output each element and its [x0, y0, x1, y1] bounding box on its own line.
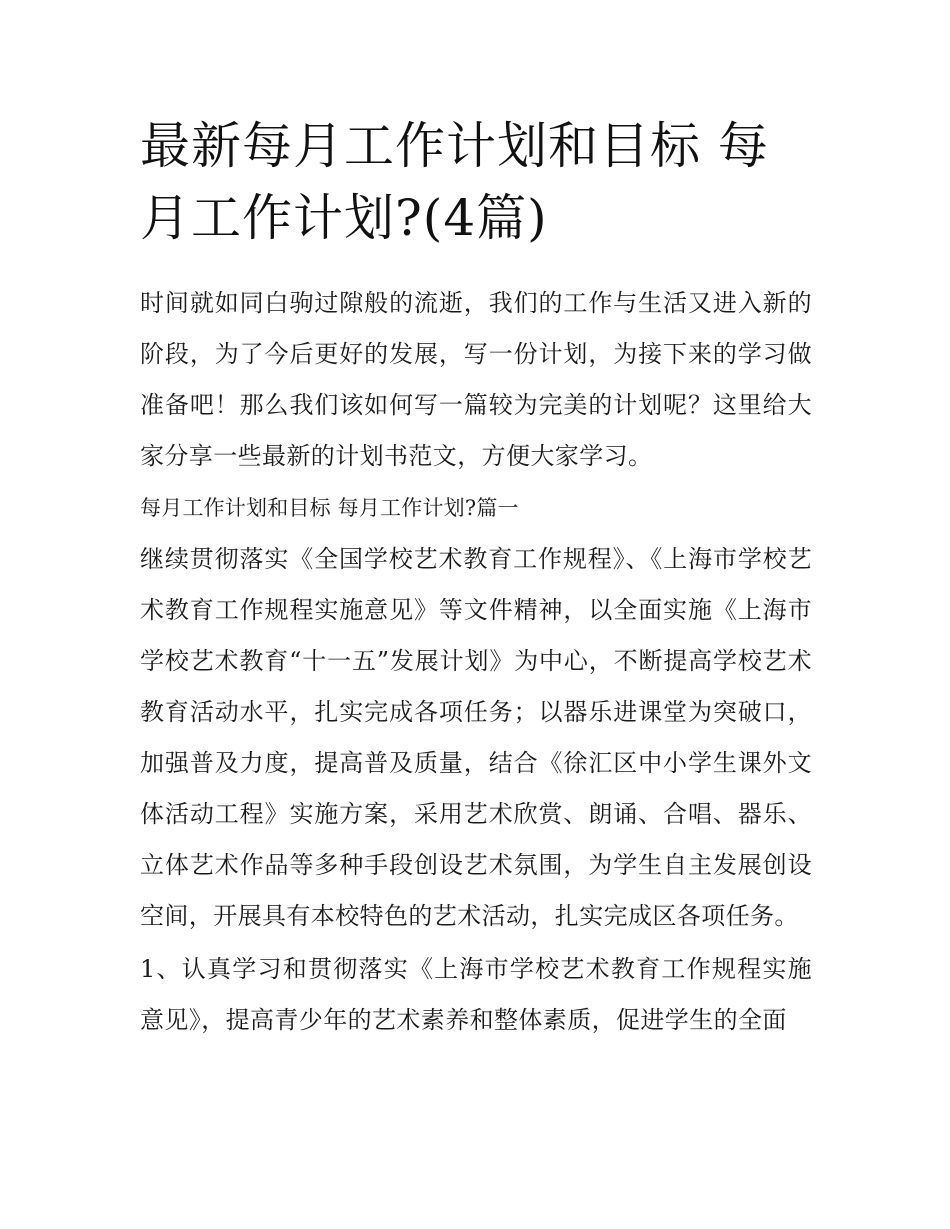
body-paragraph: 继续贯彻落实《全国学校艺术教育工作规程》、《上海市学校艺术教育工作规程实施意见》等文件精神，以全面实施《上海市学校艺术教育“十一五”发展计划》为中心，不断提高学校艺术教育活动水平，扎实完成各项任务；以器乐进课堂为突破口，加强普及力度，提高普及质量，结合《徐汇区中小学生课外文体活动工程》实施方案，采用艺术欣赏、朗诵、合唱、器乐、立体艺术作品等多种手段创设艺术氛围，为学生自主发展创设空间，开展具有本校特色的艺术活动，扎实完成区各项任务。 — [140, 545, 812, 930]
document-content — [140, 110, 812, 1046]
intro-paragraph: 时间就如同白驹过隙般的流逝，我们的工作与生活又进入新的阶段，为了今后更好的发展，写一份计划，为接下来的学习做准备吧！那么我们该如何写一篇较为完美的计划呢？这里给大家分享一些最新的计划书范文，方便大家学习。 — [140, 289, 812, 470]
document-title: 最新每月工作计划和目标 每月工作计划?(4篇) — [140, 117, 769, 247]
list-item: 1、认真学习和贯彻落实《上海市学校艺术教育工作规程实施意见》，提高青少年的艺术素养和整体素质，促进学生的全面 — [140, 955, 812, 1034]
section-heading: 每月工作计划和目标 每月工作计划?篇一 — [140, 496, 519, 520]
